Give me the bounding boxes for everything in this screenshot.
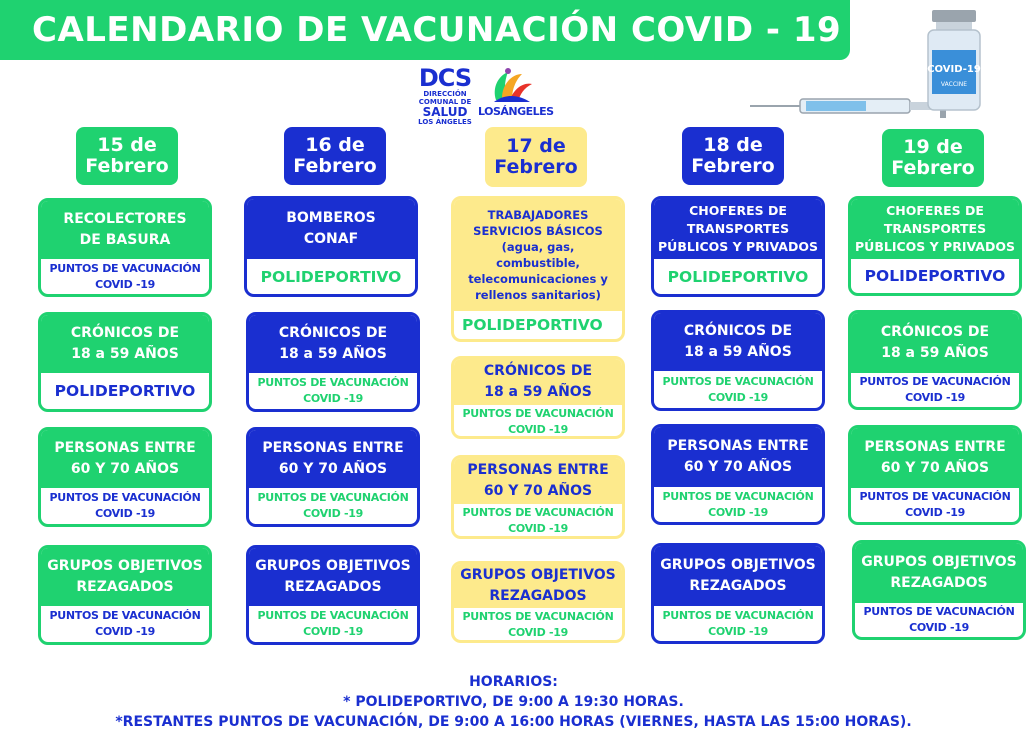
dcs-logo-line3: SALUD [422, 105, 468, 119]
card-location-line: COVID -19 [508, 522, 568, 535]
card-group-line: CRÓNICOS DE [483, 363, 593, 379]
card-location-line: PUNTOS DE VACUNACIÓN [462, 610, 614, 623]
day-header-18 [682, 127, 784, 185]
card-location [41, 488, 209, 524]
card-location [41, 373, 209, 409]
card-group-line: 18 a 59 AÑOS [71, 346, 179, 362]
card-group-line: PERSONAS ENTRE [667, 438, 809, 454]
card-location-line: COVID -19 [708, 624, 768, 638]
dcs-logo-line1: DIRECCIÓN [423, 90, 467, 98]
card-location [654, 606, 822, 641]
vaccine-syringe-icon [740, 6, 1020, 126]
vial-label: COVID-19 [927, 64, 981, 75]
schedule-hours-heading: HORARIOS: [469, 674, 558, 690]
card-group-line: PERSONAS ENTRE [864, 439, 1006, 455]
schedule-hours-line1: * POLIDEPORTIVO, DE 9:00 A 19:30 HORAS. [343, 694, 684, 710]
card-group-line: PERSONAS ENTRE [54, 440, 196, 456]
schedule-card [246, 545, 420, 645]
schedule-card [848, 196, 1022, 296]
card-location-line: POLIDEPORTIVO [667, 267, 809, 286]
card-group-line: TRANSPORTES [686, 221, 790, 236]
card-group-line: CHOFERES DE [886, 203, 984, 218]
card-location [654, 259, 822, 294]
card-group-line: RECOLECTORES [63, 211, 187, 227]
card-location-line: PUNTOS DE VACUNACIÓN [257, 376, 409, 389]
card-group-line: GRUPOS OBJETIVOS [861, 554, 1017, 570]
card-group-line: 18 a 59 AÑOS [881, 345, 989, 361]
card-location [249, 373, 417, 409]
card-group [851, 428, 1019, 488]
card-location [41, 259, 209, 294]
card-location-line: PUNTOS DE VACUNACIÓN [49, 261, 201, 275]
card-group-line: PERSONAS ENTRE [467, 462, 609, 478]
card-location-line: COVID -19 [508, 423, 568, 436]
day-header-line2: Febrero [891, 157, 975, 179]
card-location-line: COVID -19 [708, 390, 768, 404]
card-location [249, 606, 417, 642]
schedule-card [848, 425, 1022, 525]
card-group [654, 427, 822, 487]
card-location-line: PUNTOS DE VACUNACIÓN [863, 605, 1015, 618]
card-location-line: POLIDEPORTIVO [462, 316, 603, 334]
card-group-line: PÚBLICOS Y PRIVADOS [855, 239, 1015, 254]
day-header-line1: 16 de [305, 134, 365, 156]
schedule-card [38, 427, 212, 527]
card-group-line: 18 a 59 AÑOS [279, 346, 387, 362]
card-group [41, 201, 209, 259]
schedule-card [848, 310, 1022, 410]
schedule-card [651, 424, 825, 525]
card-location [41, 606, 209, 642]
schedule-card [246, 312, 420, 412]
card-location [454, 608, 622, 642]
card-group-line: CRÓNICOS DE [278, 325, 388, 341]
card-location-line: PUNTOS DE VACUNACIÓN [462, 407, 614, 420]
schedule-card [651, 543, 825, 644]
card-group-line: 60 Y 70 AÑOS [70, 461, 180, 477]
card-group-line: REZAGADOS [689, 578, 787, 594]
card-location [249, 488, 417, 524]
card-group-line: GRUPOS OBJETIVOS [660, 557, 816, 573]
card-group-line: REZAGADOS [890, 575, 988, 591]
card-group-line: CRÓNICOS DE [683, 323, 793, 339]
card-location [851, 488, 1019, 522]
card-group-line: 18 a 59 AÑOS [684, 344, 792, 360]
card-location-line: PUNTOS DE VACUNACIÓN [49, 491, 201, 504]
card-location-line: COVID -19 [508, 626, 568, 639]
card-group-line: SERVICIOS BÁSICOS [473, 224, 603, 238]
page-title: CALENDARIO DE VACUNACIÓN COVID - 19 [32, 10, 842, 50]
card-group-line: BOMBEROS [286, 210, 376, 226]
day-header-line2: Febrero [293, 155, 377, 177]
dcs-logo-initials: DCS [418, 64, 472, 92]
card-group-line: REZAGADOS [489, 588, 587, 604]
card-location-line: POLIDEPORTIVO [864, 267, 1006, 285]
dcs-logo [416, 66, 474, 126]
card-location-line: COVID -19 [303, 625, 363, 638]
card-group-line: TRABAJADORES [487, 208, 589, 222]
schedule-card [38, 545, 212, 645]
schedule-card [244, 196, 418, 297]
card-group [41, 430, 209, 488]
los-angeles-logo-text: LOSÁNGELES [478, 105, 554, 118]
card-location-line: POLIDEPORTIVO [54, 382, 196, 400]
card-group [454, 564, 622, 608]
card-location-line: PUNTOS DE VACUNACIÓN [257, 491, 409, 504]
vial-sublabel: VACCINE [940, 81, 968, 88]
card-group-line: GRUPOS OBJETIVOS [47, 558, 203, 574]
card-group-line: (agua, gas, combustible, [496, 240, 580, 270]
day-header-line2: Febrero [691, 155, 775, 177]
day-header-17 [485, 127, 587, 187]
card-location-line: COVID -19 [905, 391, 965, 404]
card-group [454, 199, 622, 311]
schedule-card [246, 427, 420, 527]
card-group-line: GRUPOS OBJETIVOS [460, 567, 616, 583]
card-group-line: CRÓNICOS DE [880, 324, 990, 340]
card-location [247, 259, 415, 294]
card-location-line: PUNTOS DE VACUNACIÓN [859, 375, 1011, 388]
day-header-line1: 19 de [903, 136, 963, 158]
card-location-line: PUNTOS DE VACUNACIÓN [662, 374, 814, 388]
card-location [454, 405, 622, 439]
card-location-line: COVID -19 [708, 505, 768, 519]
schedule-card [451, 196, 625, 342]
card-location-line: COVID -19 [905, 506, 965, 519]
card-group [249, 315, 417, 373]
card-group [249, 548, 417, 606]
schedule-card [651, 196, 825, 297]
card-group-line: 18 a 59 AÑOS [484, 384, 592, 400]
title-banner [0, 0, 850, 60]
card-group-line: PÚBLICOS Y PRIVADOS [658, 239, 818, 254]
card-location-line: PUNTOS DE VACUNACIÓN [257, 609, 409, 622]
card-location-line: COVID -19 [303, 392, 363, 405]
card-group-line: REZAGADOS [284, 579, 382, 595]
card-group-line: DE BASURA [79, 232, 171, 248]
card-group [654, 546, 822, 606]
schedule-hours-line2: *RESTANTES PUNTOS DE VACUNACIÓN, DE 9:00 A 16:00 HORAS (VIERNES, HASTA LAS 15:00 HORAS). [115, 714, 912, 730]
card-location [654, 371, 822, 408]
card-group [41, 315, 209, 373]
card-group-line: rellenos sanitarios) [475, 288, 601, 302]
card-group-line: telecomunicaciones y [468, 272, 608, 286]
schedule-card [38, 198, 212, 297]
card-group-line: 60 Y 70 AÑOS [278, 461, 388, 477]
day-header-line1: 15 de [97, 134, 157, 156]
card-group [454, 458, 622, 504]
dcs-logo-line2: COMUNAL DE [418, 98, 472, 106]
day-header-16 [284, 127, 386, 185]
day-header-15 [76, 127, 178, 185]
card-location-line: PUNTOS DE VACUNACIÓN [662, 489, 814, 503]
card-location-line: PUNTOS DE VACUNACIÓN [49, 609, 201, 622]
dcs-logo-line4: LOS ÁNGELES [418, 118, 472, 126]
card-group [855, 543, 1023, 603]
card-location-line: POLIDEPORTIVO [260, 267, 402, 286]
day-header-line2: Febrero [85, 155, 169, 177]
card-group-line: 60 Y 70 AÑOS [483, 483, 593, 499]
card-group [454, 359, 622, 405]
card-location [454, 311, 622, 339]
schedule-card [451, 455, 625, 539]
card-group [41, 548, 209, 606]
card-group-line: GRUPOS OBJETIVOS [255, 558, 411, 574]
card-group [249, 430, 417, 488]
card-group-line: REZAGADOS [76, 579, 174, 595]
card-group [654, 199, 822, 259]
card-location [454, 504, 622, 538]
card-location-line: PUNTOS DE VACUNACIÓN [662, 608, 814, 622]
card-group-line: 60 Y 70 AÑOS [683, 459, 793, 475]
card-group-line: CHOFERES DE [689, 203, 787, 218]
card-group-line: 60 Y 70 AÑOS [880, 460, 990, 476]
card-location-line: COVID -19 [95, 625, 155, 638]
day-header-19 [882, 129, 984, 187]
card-location [851, 259, 1019, 293]
card-group-line: CONAF [303, 231, 359, 247]
card-location-line: PUNTOS DE VACUNACIÓN [462, 506, 614, 519]
card-group-line: TRANSPORTES [883, 221, 987, 236]
card-location [855, 603, 1023, 637]
card-location [851, 373, 1019, 407]
card-group [851, 199, 1019, 259]
card-location [654, 487, 822, 522]
card-location-line: COVID -19 [303, 507, 363, 520]
card-location-line: COVID -19 [95, 507, 155, 520]
card-group [247, 199, 415, 259]
day-header-line1: 18 de [703, 134, 763, 156]
schedule-card [451, 561, 625, 643]
card-group-line: CRÓNICOS DE [70, 325, 180, 341]
card-group [654, 313, 822, 371]
schedule-card [38, 312, 212, 412]
card-location-line: COVID -19 [95, 277, 155, 291]
schedule-card [852, 540, 1026, 640]
schedule-card [451, 356, 625, 439]
day-header-line1: 17 de [506, 135, 566, 157]
los-angeles-emblem-icon [478, 66, 544, 108]
los-angeles-logo [478, 66, 554, 120]
card-group [851, 313, 1019, 373]
schedule-card [651, 310, 825, 411]
card-location-line: PUNTOS DE VACUNACIÓN [859, 490, 1011, 503]
card-group-line: PERSONAS ENTRE [262, 440, 404, 456]
day-header-line2: Febrero [494, 156, 578, 178]
card-location-line: COVID -19 [909, 621, 969, 634]
